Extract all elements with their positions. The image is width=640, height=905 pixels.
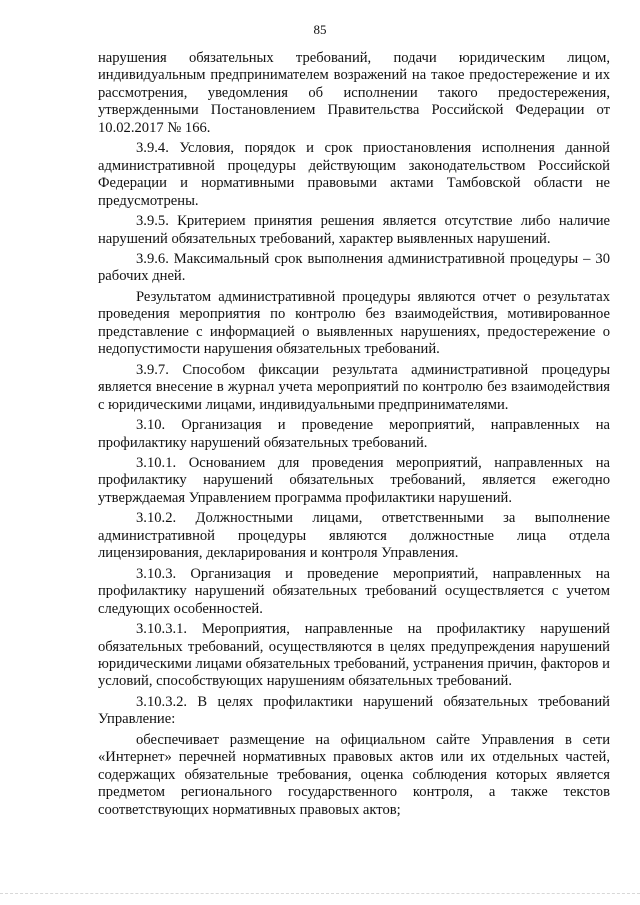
- paragraph: 3.10.2. Должностными лицами, ответственными за выполнение административной процедуры являются должностные лица отдела лицензирования, декларирования и контроля Управления.: [98, 510, 610, 562]
- paragraph: 3.9.7. Способом фиксации результата административной процедуры является внесение в журнал учета мероприятий по контролю без взаимодействия с юридическими лицами, индивидуальными предпринимателями.: [98, 361, 610, 413]
- document-body: [98, 50, 610, 822]
- paragraph: 3.10.3. Организация и проведение мероприятий, направленных на профилактику нарушений обязательных требований осуществляется с учетом следующих особенностей.: [98, 565, 610, 617]
- page-number: 85: [313, 22, 327, 37]
- paragraph: 3.9.6. Максимальный срок выполнения административной процедуры – 30 рабочих дней.: [98, 250, 610, 285]
- paragraph: Результатом административной процедуры являются отчет о результатах проведения мероприятия по контролю без взаимодействия, мотивированное представление с информацией о выявленных нарушениях, предостережение о недопустимости нарушения обязательных требований.: [98, 288, 610, 358]
- paragraph: обеспечивает размещение на официальном сайте Управления в сети «Интернет» перечней нормативных правовых актов или их отдельных частей, содержащих обязательные требования, оценка соблюдения которых является предметом регионального государственного контроля, а также текстов соответствующих нормативных правовых актов;: [98, 731, 610, 818]
- paragraph: 3.9.5. Критерием принятия решения является отсутствие либо наличие нарушений обязательных требований, характер выявленных нарушений.: [98, 213, 610, 247]
- paragraph: нарушения обязательных требований, подачи юридическим лицом, индивидуальным предпринимателем возражений на такое предостережение и их рассмотрения, уведомления об исполнении такого предостережения, утвержденными Постановлением Правительства Российской Федерации от 10.02.2017 № 166.: [98, 50, 610, 136]
- scan-artifact-line: [0, 893, 640, 895]
- paragraph: 3.10. Организация и проведение мероприятий, направленных на профилактику нарушений обязательных требований.: [98, 417, 610, 451]
- paragraph: 3.10.3.1. Мероприятия, направленные на профилактику нарушений обязательных требований, осуществляются в целях предупреждения нарушений юридическими лицами обязательных требований, устранения причин, факторов и условий, способствующих нарушениям обязательных требований.: [98, 621, 610, 690]
- paragraph: 3.10.1. Основанием для проведения мероприятий, направленных на профилактику нарушений обязательных требований, является ежегодно утверждаемая Управлением программа профилактики нарушений.: [98, 454, 610, 506]
- paragraph: 3.9.4. Условия, порядок и срок приостановления исполнения данной административной процедуры действующим законодательством Российской Федерации и нормативными правовыми актами Тамбовской области не предусмотрены.: [98, 140, 610, 209]
- paragraph: 3.10.3.2. В целях профилактики нарушений обязательных требований Управление:: [98, 693, 610, 728]
